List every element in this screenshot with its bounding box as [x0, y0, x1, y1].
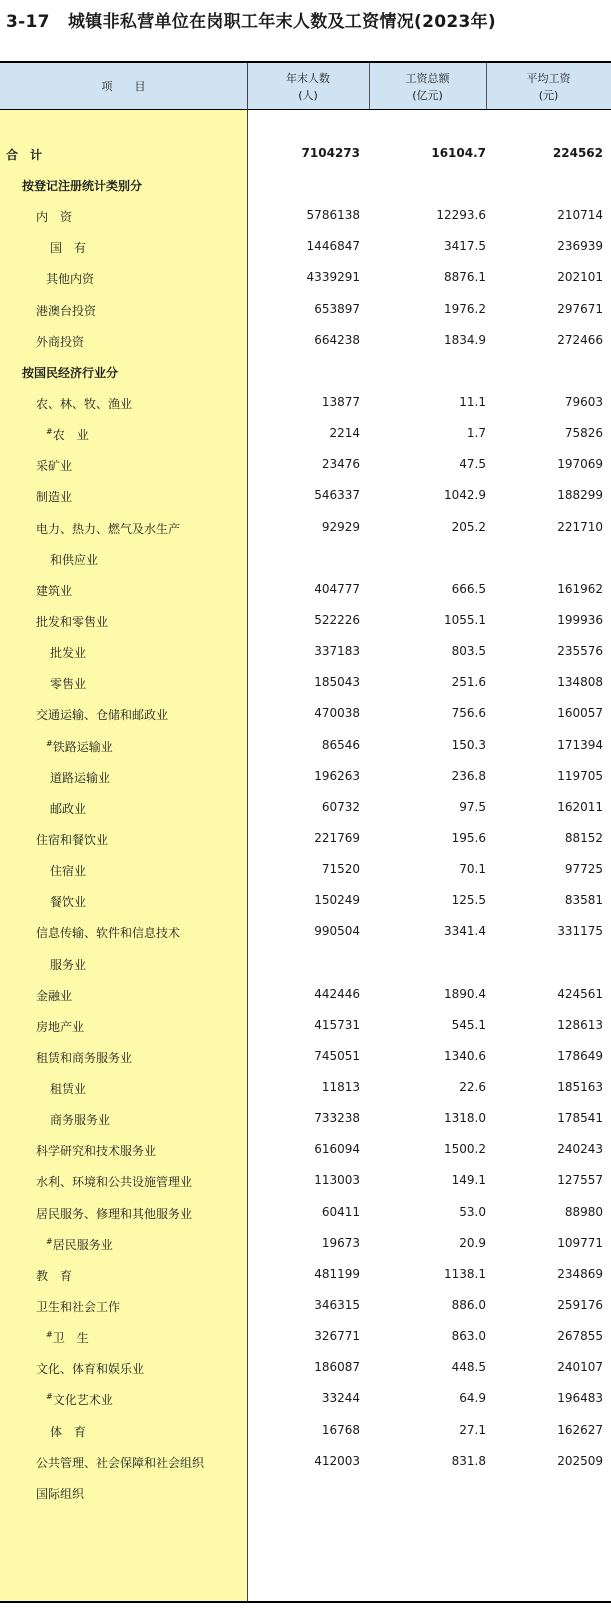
row-total-wages: 1976.2 [444, 301, 486, 316]
table-row [0, 948, 611, 979]
row-label-text: 合 计 [6, 148, 43, 162]
row-total-wages: 1318.0 [444, 1111, 486, 1126]
row-label [36, 457, 72, 474]
row-label-text: 和供应业 [50, 552, 99, 567]
row-label [36, 831, 108, 848]
row-label-text: 零售业 [50, 677, 87, 692]
row-average-wage: 236939 [557, 239, 603, 254]
row-label-text: 国 有 [50, 241, 87, 256]
row-label-text: 制造业 [36, 490, 73, 505]
row-label [46, 1391, 113, 1408]
row-mark: # [46, 1392, 53, 1402]
table-row [0, 1103, 611, 1134]
table-row [0, 1072, 611, 1103]
row-average-wage: 79603 [564, 394, 603, 409]
row-average-wage: 75826 [564, 426, 603, 441]
row-label-text: 卫生和社会工作 [36, 1300, 121, 1315]
row-average-wage: 197069 [557, 457, 603, 472]
row-year-end-employees: 415731 [314, 1017, 360, 1032]
row-label-text: 租赁和商务服务业 [36, 1050, 133, 1065]
row-year-end-employees: 326771 [314, 1329, 360, 1344]
row-label [6, 146, 42, 163]
row-label [36, 1018, 84, 1035]
row-label [46, 1329, 89, 1346]
row-year-end-employees: 150249 [314, 893, 360, 908]
table-row [0, 356, 611, 387]
row-label-text: 农 业 [52, 428, 89, 443]
row-total-wages: 22.6 [459, 1080, 486, 1095]
table-row [0, 1446, 611, 1477]
row-label [50, 1080, 86, 1097]
table-row [0, 1352, 611, 1383]
table-row [0, 885, 611, 916]
row-total-wages: 149.1 [451, 1173, 486, 1188]
table-row [0, 605, 611, 636]
table-row [0, 1290, 611, 1321]
row-year-end-employees: 186087 [314, 1360, 360, 1375]
row-average-wage: 196483 [557, 1391, 603, 1406]
header-col2-unit: (亿元) [412, 88, 443, 102]
row-year-end-employees: 664238 [314, 332, 360, 347]
row-year-end-employees: 1446847 [306, 239, 360, 254]
row-label [50, 893, 86, 910]
row-label-text: 道路运输业 [50, 770, 111, 785]
row-label [36, 613, 108, 630]
row-average-wage: 188299 [557, 488, 603, 503]
row-average-wage: 221710 [557, 519, 603, 534]
header-item-label: 项 目 [101, 80, 146, 93]
row-total-wages: 3417.5 [444, 239, 486, 254]
table-row [0, 1197, 611, 1228]
row-label [46, 738, 113, 755]
row-total-wages: 756.6 [451, 706, 486, 721]
row-year-end-employees: 745051 [314, 1048, 360, 1063]
row-total-wages: 1340.6 [444, 1048, 486, 1063]
table-row [0, 1041, 611, 1072]
row-year-end-employees: 990504 [314, 924, 360, 939]
table-row [0, 1010, 611, 1041]
table-row [0, 1321, 611, 1352]
row-label-text: 教 育 [36, 1268, 73, 1283]
row-average-wage: 119705 [557, 768, 603, 783]
table-row [0, 854, 611, 885]
table-row [0, 480, 611, 511]
row-label-text: 铁路运输业 [52, 739, 113, 754]
row-label-text: 农、林、牧、渔业 [36, 396, 133, 411]
row-year-end-employees: 442446 [314, 986, 360, 1001]
row-label-text: 批发业 [50, 646, 87, 661]
row-mark: # [46, 738, 53, 748]
table-row [0, 730, 611, 761]
row-average-wage: 88980 [564, 1204, 603, 1219]
row-year-end-employees: 481199 [314, 1266, 360, 1281]
row-total-wages: 70.1 [459, 862, 486, 877]
row-label-text: 居民服务、修理和其他服务业 [36, 1206, 193, 1221]
row-label [36, 1173, 192, 1190]
header-item [0, 63, 247, 110]
row-average-wage: 234869 [557, 1266, 603, 1281]
row-label-text: 卫 生 [52, 1331, 89, 1346]
row-average-wage: 88152 [564, 830, 603, 845]
row-average-wage: 178649 [557, 1048, 603, 1063]
table-row [0, 138, 611, 169]
row-average-wage: 240243 [557, 1142, 603, 1157]
row-label-text: 国际组织 [36, 1486, 85, 1501]
row-total-wages: 886.0 [451, 1298, 486, 1313]
row-label-text: 按登记注册统计类别分 [22, 179, 143, 193]
row-label-text: 水利、环境和公共设施管理业 [36, 1175, 193, 1190]
row-average-wage: 267855 [557, 1329, 603, 1344]
table-row [0, 1165, 611, 1196]
row-label [50, 1423, 86, 1440]
row-label [50, 800, 86, 817]
row-total-wages: 195.6 [451, 830, 486, 845]
row-label [46, 1236, 113, 1253]
header-col2-name: 工资总额 [405, 71, 450, 85]
row-average-wage: 128613 [557, 1017, 603, 1032]
table-row [0, 1134, 611, 1165]
row-label [22, 177, 142, 194]
row-total-wages: 64.9 [459, 1391, 486, 1406]
row-year-end-employees: 2214 [329, 426, 360, 441]
row-average-wage: 109771 [557, 1235, 603, 1250]
row-label [46, 426, 89, 443]
table-row [0, 792, 611, 823]
row-label-text: 外商投资 [36, 334, 85, 349]
row-total-wages: 150.3 [451, 737, 486, 752]
row-label-text: 其他内资 [46, 272, 95, 287]
table-row [0, 823, 611, 854]
table-row [0, 574, 611, 605]
row-year-end-employees: 221769 [314, 830, 360, 845]
row-average-wage: 240107 [557, 1360, 603, 1375]
table-title [6, 7, 496, 32]
row-year-end-employees: 4339291 [306, 270, 360, 285]
row-year-end-employees: 404777 [314, 581, 360, 596]
row-label [50, 862, 86, 879]
table-row [0, 543, 611, 574]
row-total-wages: 3341.4 [444, 924, 486, 939]
table-row [0, 1228, 611, 1259]
row-label-text: 体 育 [50, 1424, 87, 1439]
row-label-text: 商务服务业 [50, 1113, 111, 1128]
row-label [36, 1267, 72, 1284]
row-label-text: 住宿业 [50, 864, 87, 879]
row-label [50, 956, 86, 973]
row-total-wages: 205.2 [451, 519, 486, 534]
row-year-end-employees: 92929 [321, 519, 360, 534]
row-average-wage: 424561 [557, 986, 603, 1001]
table-row [0, 512, 611, 543]
header-col1-name: 年末人数 [286, 71, 330, 85]
row-total-wages: 8876.1 [444, 270, 486, 285]
row-label-text: 交通运输、仓储和邮政业 [36, 708, 169, 723]
table-row [0, 418, 611, 449]
row-total-wages: 1055.1 [444, 612, 486, 627]
row-label-text: 租赁业 [50, 1082, 87, 1097]
table-row [0, 294, 611, 325]
row-average-wage: 235576 [557, 644, 603, 659]
header-col3 [486, 63, 611, 110]
row-total-wages: 12293.6 [436, 208, 486, 223]
row-average-wage: 297671 [557, 301, 603, 316]
row-average-wage: 160057 [557, 706, 603, 721]
row-total-wages: 448.5 [451, 1360, 486, 1375]
table-row [0, 916, 611, 947]
table-row [0, 667, 611, 698]
row-year-end-employees: 23476 [321, 457, 360, 472]
row-label [50, 675, 86, 692]
row-total-wages: 20.9 [459, 1235, 486, 1250]
row-total-wages: 545.1 [451, 1017, 486, 1032]
row-year-end-employees: 337183 [314, 644, 360, 659]
row-total-wages: 97.5 [459, 799, 486, 814]
row-year-end-employees: 346315 [314, 1298, 360, 1313]
row-mark: # [46, 1330, 53, 1340]
table-row [0, 200, 611, 231]
row-average-wage: 185163 [557, 1080, 603, 1095]
row-average-wage: 224562 [552, 146, 603, 160]
row-year-end-employees: 546337 [314, 488, 360, 503]
table-row [0, 1259, 611, 1290]
row-total-wages: 666.5 [451, 581, 486, 596]
table-row [0, 231, 611, 262]
row-label-text: 采矿业 [36, 459, 73, 474]
row-label-text: 房地产业 [36, 1019, 85, 1034]
row-label-text: 文化艺术业 [52, 1393, 113, 1408]
table-row [0, 1477, 611, 1508]
row-average-wage: 134808 [557, 675, 603, 690]
row-label-text: 内 资 [36, 210, 73, 225]
row-total-wages: 1042.9 [444, 488, 486, 503]
table-header [0, 63, 611, 110]
row-year-end-employees: 470038 [314, 706, 360, 721]
header-col3-name: 平均工资 [526, 71, 571, 85]
header-divider [486, 63, 487, 110]
row-total-wages: 831.8 [451, 1453, 486, 1468]
row-total-wages: 803.5 [451, 644, 486, 659]
row-year-end-employees: 71520 [321, 862, 360, 877]
row-total-wages: 863.0 [451, 1329, 486, 1344]
row-total-wages: 16104.7 [431, 146, 486, 160]
row-label-text: 居民服务业 [52, 1237, 113, 1252]
row-label [36, 1360, 144, 1377]
row-year-end-employees: 113003 [314, 1173, 360, 1188]
table-row [0, 979, 611, 1010]
row-total-wages: 1138.1 [444, 1266, 486, 1281]
row-total-wages: 11.1 [459, 394, 486, 409]
row-total-wages: 251.6 [451, 675, 486, 690]
row-label [36, 1205, 192, 1222]
row-label [36, 333, 84, 350]
row-label [36, 1485, 84, 1502]
row-total-wages: 27.1 [459, 1422, 486, 1437]
row-year-end-employees: 653897 [314, 301, 360, 316]
table-number: 3-17 [6, 12, 50, 32]
header-col1 [247, 63, 369, 110]
row-average-wage: 127557 [557, 1173, 603, 1188]
table-row [0, 1415, 611, 1446]
row-label-text: 邮政业 [50, 801, 87, 816]
row-label-text: 科学研究和技术服务业 [36, 1144, 157, 1159]
row-average-wage: 331175 [557, 924, 603, 939]
row-label [36, 1454, 204, 1471]
table-row [0, 449, 611, 480]
row-label [36, 582, 72, 599]
row-label-text: 餐饮业 [50, 895, 87, 910]
row-year-end-employees: 196263 [314, 768, 360, 783]
row-label-text: 港澳台投资 [36, 303, 97, 318]
row-total-wages: 47.5 [459, 457, 486, 472]
row-label [36, 1049, 132, 1066]
table-row [0, 262, 611, 293]
row-average-wage: 162011 [557, 799, 603, 814]
row-label-text: 住宿和餐饮业 [36, 832, 109, 847]
row-label [46, 270, 94, 287]
row-total-wages: 125.5 [451, 893, 486, 908]
row-label-text: 建筑业 [36, 583, 73, 598]
row-label [36, 488, 72, 505]
row-year-end-employees: 60732 [321, 799, 360, 814]
row-total-wages: 53.0 [459, 1204, 486, 1219]
row-label-text: 批发和零售业 [36, 614, 109, 629]
row-total-wages: 1890.4 [444, 986, 486, 1001]
row-average-wage: 210714 [557, 208, 603, 223]
header-col3-unit: (元) [538, 88, 559, 102]
bottom-rule [0, 1601, 611, 1603]
row-label [50, 239, 86, 256]
table-row [0, 698, 611, 729]
row-label [22, 364, 118, 381]
table-row [0, 387, 611, 418]
row-label-text: 电力、热力、燃气及水生产 [36, 521, 181, 536]
header-col1-unit: (人) [298, 88, 318, 102]
table-title-text: 城镇非私营单位在岗职工年末人数及工资情况(2023年) [68, 12, 496, 32]
row-year-end-employees: 412003 [314, 1453, 360, 1468]
table-row [0, 636, 611, 667]
row-label [36, 520, 180, 537]
row-year-end-employees: 60411 [321, 1204, 360, 1219]
row-label-text: 服务业 [50, 957, 87, 972]
row-average-wage: 199936 [557, 612, 603, 627]
row-label [36, 208, 72, 225]
table-row [0, 1383, 611, 1414]
row-year-end-employees: 5786138 [306, 208, 360, 223]
row-label [36, 706, 168, 723]
row-label-text: 信息传输、软件和信息技术 [36, 926, 181, 941]
row-label [36, 1298, 120, 1315]
row-total-wages: 1.7 [466, 426, 486, 441]
row-label-text: 按国民经济行业分 [22, 365, 119, 380]
row-year-end-employees: 733238 [314, 1111, 360, 1126]
row-total-wages: 236.8 [451, 768, 486, 783]
table-row [0, 761, 611, 792]
row-average-wage: 161962 [557, 581, 603, 596]
row-year-end-employees: 86546 [321, 737, 360, 752]
row-year-end-employees: 616094 [314, 1142, 360, 1157]
row-year-end-employees: 16768 [321, 1422, 360, 1437]
row-label [50, 644, 86, 661]
header-col2 [369, 63, 486, 110]
row-label [36, 395, 132, 412]
row-total-wages: 1500.2 [444, 1142, 486, 1157]
row-average-wage: 162627 [557, 1422, 603, 1437]
row-label-text: 公共管理、社会保障和社会组织 [36, 1455, 205, 1470]
row-year-end-employees: 13877 [321, 394, 360, 409]
row-label [36, 987, 72, 1004]
row-average-wage: 202101 [557, 270, 603, 285]
table-row [0, 325, 611, 356]
row-average-wage: 202509 [557, 1453, 603, 1468]
row-label-text: 文化、体育和娱乐业 [36, 1362, 145, 1377]
row-label [36, 1142, 156, 1159]
row-average-wage: 97725 [564, 862, 603, 877]
row-year-end-employees: 7104273 [301, 146, 360, 160]
row-total-wages: 1834.9 [444, 332, 486, 347]
row-average-wage: 259176 [557, 1298, 603, 1313]
row-average-wage: 171394 [557, 737, 603, 752]
row-year-end-employees: 19673 [321, 1235, 360, 1250]
row-label [50, 1111, 110, 1128]
row-label [36, 924, 180, 941]
row-mark: # [46, 427, 53, 437]
row-average-wage: 178541 [557, 1111, 603, 1126]
row-year-end-employees: 522226 [314, 612, 360, 627]
row-year-end-employees: 11813 [321, 1080, 360, 1095]
table-row [0, 169, 611, 200]
row-label [36, 302, 96, 319]
row-label-text: 金融业 [36, 988, 73, 1003]
row-average-wage: 83581 [564, 893, 603, 908]
header-divider [369, 63, 370, 110]
row-mark: # [46, 1236, 53, 1246]
row-year-end-employees: 33244 [321, 1391, 360, 1406]
row-year-end-employees: 185043 [314, 675, 360, 690]
row-average-wage: 272466 [557, 332, 603, 347]
row-label [50, 551, 98, 568]
row-label [50, 769, 110, 786]
